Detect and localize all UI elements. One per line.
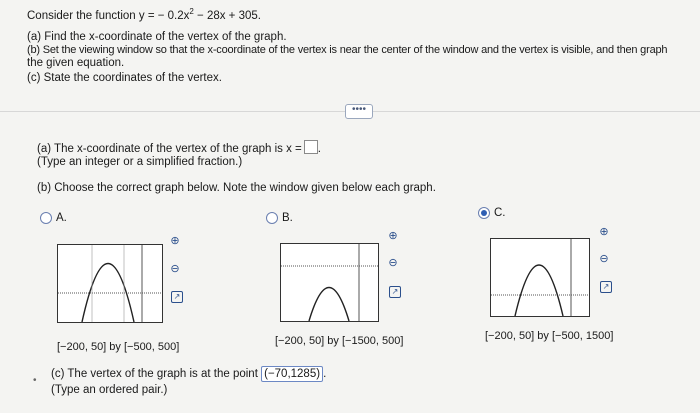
option-b-radio[interactable] <box>266 212 278 224</box>
answer-c-hint: (Type an ordered pair.) <box>51 384 168 396</box>
answer-a-period: . <box>317 143 321 155</box>
option-a-window: [−200, 50] by [−500, 500] <box>57 341 180 353</box>
answer-c-input[interactable]: (−70,1285) <box>261 366 323 382</box>
option-b-graph-svg <box>281 244 378 321</box>
option-a-graph-svg <box>58 245 162 322</box>
option-b-window: [−200, 50] by [−1500, 500] <box>275 335 404 347</box>
problem-part-a: (a) Find the x-coordinate of the vertex of the graph. <box>27 31 287 43</box>
option-c-graph-svg <box>491 239 589 316</box>
option-b-label: B. <box>282 212 293 224</box>
problem-intro-exponent: 2 <box>189 7 194 17</box>
option-b-curve <box>309 288 349 322</box>
problem-part-c: (c) State the coordinates of the vertex. <box>27 72 222 84</box>
option-c-label: C. <box>494 207 506 219</box>
option-c-window: [−200, 50] by [−500, 1500] <box>485 330 614 342</box>
expand-more-button[interactable]: •••• <box>345 104 373 119</box>
problem-part-b-line2: the given equation. <box>27 57 125 69</box>
option-c-curve <box>515 265 563 316</box>
answer-a-prompt: (a) The x-coordinate of the vertex of the graph is x = <box>37 143 302 155</box>
answer-a <box>37 140 321 156</box>
problem-intro-prefix: Consider the function y = − 0.2x <box>27 10 190 22</box>
problem-intro <box>27 9 261 23</box>
option-c-radio[interactable] <box>478 207 490 219</box>
answer-c-period: . <box>323 368 327 380</box>
option-a-label: A. <box>56 212 67 224</box>
option-b-zoom-out-icon[interactable]: ⊖ <box>388 257 398 269</box>
problem-intro-suffix: − 28x + 305. <box>193 10 261 22</box>
option-a-external-link-icon[interactable]: ↗ <box>171 291 183 303</box>
option-a-zoom-in-icon[interactable]: ⊕ <box>170 235 180 247</box>
problem-part-b-line1: (b) Set the viewing window so that the x-coordinate of the vertex is near the center of the window and the vertex is visible, and then graph <box>27 44 668 56</box>
answer-a-hint: (Type an integer or a simplified fraction.) <box>37 156 243 168</box>
option-b-zoom-in-icon[interactable]: ⊕ <box>388 230 398 242</box>
option-c-graph <box>490 238 590 317</box>
option-b-graph <box>280 243 379 322</box>
answer-a-input[interactable] <box>304 140 318 154</box>
option-a-zoom-out-icon[interactable]: ⊖ <box>170 263 180 275</box>
option-c-external-link-icon[interactable]: ↗ <box>600 281 612 293</box>
option-b-external-link-icon[interactable]: ↗ <box>389 286 401 298</box>
answer-b-prompt: (b) Choose the correct graph below. Note the window given below each graph. <box>37 182 436 194</box>
option-a-graph <box>57 244 163 323</box>
answer-c <box>51 366 326 382</box>
bullet-dot: • <box>33 375 37 386</box>
option-c-zoom-in-icon[interactable]: ⊕ <box>599 226 609 238</box>
answer-c-prompt: (c) The vertex of the graph is at the point <box>51 368 258 380</box>
option-a-radio[interactable] <box>40 212 52 224</box>
option-c-zoom-out-icon[interactable]: ⊖ <box>599 253 609 265</box>
